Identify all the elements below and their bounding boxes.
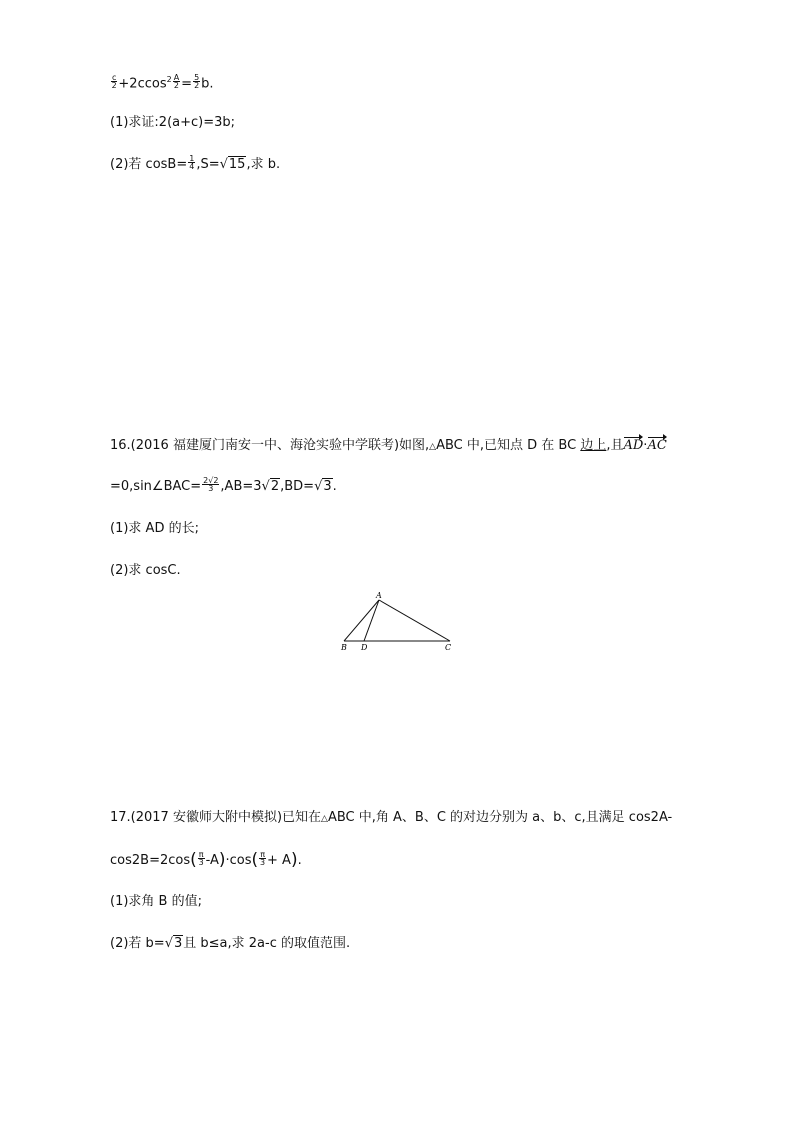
fraction-pi-over-3: $\frac{\pi}{3}$ [198,850,204,867]
problem17-part1: (1)求角 B 的值; [110,894,202,909]
fraction-c-over-2: $\frac{c}{2}$ [111,73,117,91]
fraction-1-over-4: $\frac{1}{4}$ [189,154,195,171]
prev-part2: (2)若 cosB= $\frac{1}{4}$ ,S=√15,求 b. [110,154,281,172]
sqrt-2: √2 [261,479,280,494]
fraction-2sqrt2-over-3: $\frac{2√2}{3}$ [203,476,219,493]
vector-ad: AD [623,438,644,453]
fraction-a-over-2: $\frac{A}{2}$ [173,73,180,91]
side-ac [379,600,450,641]
problem16-part2: (2)求 cosC. [110,563,181,578]
label-c: C [445,643,452,652]
vector-ac: AC [647,438,667,453]
triangle-figure [336,590,460,654]
triangle-symbol: △ [321,814,328,824]
problem16-line2: =0,sin∠BAC= $\frac{2√2}{3}$ ,AB=3√2,BD=√3. [110,476,337,494]
sqrt-3: √3 [164,936,183,951]
label-d: D [361,643,368,652]
prev-condition-line: $\frac{c}{2}$ +2ccos$^2$ $\frac{A}{2}$ = $\frac{5}{2}$ b. [111,73,214,92]
label-b: B [341,643,347,652]
sqrt-15: √15 [219,157,246,172]
triangle-symbol: △ [429,442,437,452]
fraction-pi-over-3: $\frac{\pi}{3}$ [260,850,266,867]
problem17-line1: 17.(2017 安徽师大附中模拟)已知在△ABC 中,角 A、B、C 的对边分别为 a、b、c,且满足 cos2A- [110,810,673,825]
problem16-line1: 16.(2016 福建厦门南安一中、海沧实验中学联考)如图,△ABC 中,已知点 D 在 BC 边上,且AD·AC [110,438,667,453]
problem17-part2: (2)若 b=√3且 b≤a,求 2a-c 的取值范围. [110,936,351,951]
prev-part1: (1)求证:2(a+c)=3b; [110,115,236,130]
sqrt-3: √3 [314,479,332,494]
segment-ad [364,600,379,641]
label-a: A [376,591,382,600]
side-ab [344,600,379,641]
fraction-5-over-2: $\frac{5}{2}$ [194,73,200,91]
problem16-part1: (1)求 AD 的长; [110,521,199,536]
problem17-line2: cos2B=2cos( $\frac{\pi}{3}$ -A)·cos( $\frac{\pi}{3}$ + A). [110,850,302,870]
angle-symbol: ∠ [151,479,164,494]
